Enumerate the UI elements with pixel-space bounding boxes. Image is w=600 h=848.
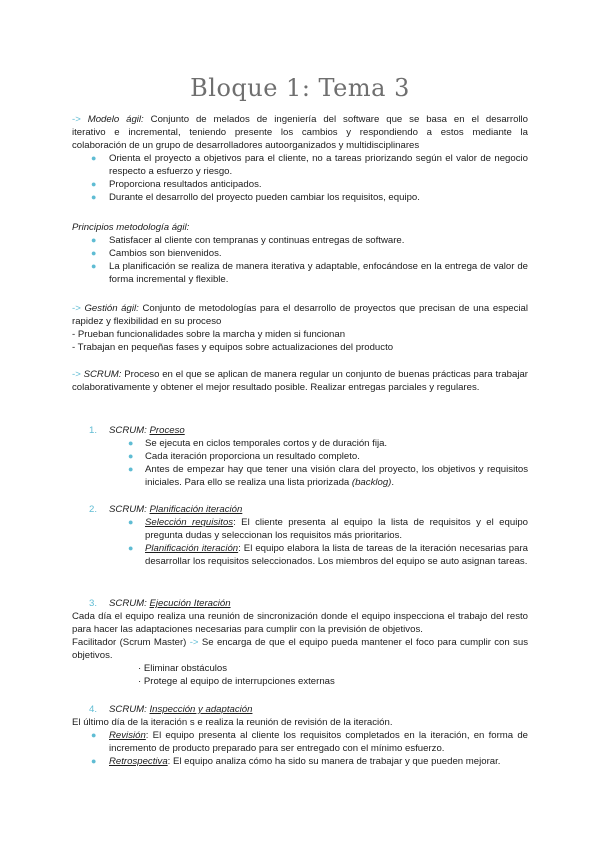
section-heading xyxy=(72,424,528,437)
modelo-agil-section xyxy=(72,113,528,204)
modelo-agil-text-1: Conjunto de melados de ingeniería del software que se basa en el desarrollo xyxy=(150,114,529,125)
sub-item: · Eliminar obstáculos xyxy=(138,663,228,674)
arrow-icon: -> xyxy=(72,114,81,125)
bullet-icon: ● xyxy=(91,756,97,766)
scrum-planificacion-section xyxy=(72,503,528,568)
backlog-term: (backlog) xyxy=(351,477,392,488)
list-item-text: La planificación se realiza de manera iterativa y adaptable, enfocándose en la entrega de valor de forma incremental y flexible. xyxy=(109,261,528,285)
list-item-text: Orienta el proyecto a objetivos para el cliente, no a tareas priorizando según el valor de negocio respecto a esfuerzo y riesgo. xyxy=(109,153,528,177)
section-number: 4. xyxy=(89,704,98,715)
modelo-agil-list xyxy=(72,152,528,204)
sub-item: · Protege al equipo de interrupciones externas xyxy=(138,676,335,687)
item-text: : El equipo analiza cómo ha sido su manera de trabajar y que pueden mejorar. xyxy=(167,756,501,767)
facilitador-desc: Se encarga de que el equipo pueda mantener el foco para cumplir con sus objetivos. xyxy=(72,637,528,661)
item-term: Revisión xyxy=(109,730,146,741)
gestion-dash-2: - Trabajan en pequeñas fases y equipos sobre actualizaciones del producto xyxy=(72,342,394,353)
bullet-icon: ● xyxy=(91,153,97,163)
facilitador-label: Facilitador (Scrum Master) xyxy=(72,637,187,648)
gestion-dash-1: - Prueban funcionalidades sobre la marcha y miden si funcionan xyxy=(72,329,346,340)
bullet-icon: ● xyxy=(91,730,97,740)
list-item-text: Cada iteración proporciona un resultado completo. xyxy=(145,451,360,462)
item-text: : El equipo elabora la lista de tareas de la iteración necesarias para desarrollar los requisitos seleccionados. Los miembros del equipo se auto asignan tareas. xyxy=(145,543,528,567)
inspeccion-list xyxy=(72,729,528,768)
gestion-agil-text: Conjunto de metodologías para el desarrollo de proyectos que precisan de una especial rapidez y flexibilidad en su proceso xyxy=(72,303,529,327)
section-prefix: SCRUM: xyxy=(109,504,147,515)
bullet-icon: ● xyxy=(128,464,134,474)
scrum-inspeccion-section xyxy=(72,703,528,768)
page-title: Bloque 1: Tema 3 xyxy=(190,74,410,102)
section-number: 2. xyxy=(89,504,98,515)
bullet-icon: ● xyxy=(91,261,97,271)
principios-section xyxy=(72,221,528,286)
list-item-text: Cambios son bienvenidos. xyxy=(109,248,222,259)
list-item-text: Antes de empezar hay que tener una visión clara del proyecto, los objetivos y requisitos iniciales. Para ello se realiza una lista priorizada xyxy=(145,464,528,488)
section-title: Inspección y adaptación xyxy=(149,704,253,715)
section-number: 1. xyxy=(89,425,98,436)
modelo-agil-line-1 xyxy=(72,113,528,126)
list-item xyxy=(72,463,528,489)
scrum-ejecucion-section xyxy=(72,597,528,688)
bullet-icon: ● xyxy=(91,248,97,258)
bullet-icon: ● xyxy=(128,438,134,448)
item-term: Planificación iteración xyxy=(145,543,239,554)
section-title: Ejecución Iteración xyxy=(149,598,231,609)
section-title: Planificación iteración xyxy=(149,504,243,515)
item-term: Selección requisitos xyxy=(145,517,234,528)
arrow-icon: -> xyxy=(72,369,81,380)
list-item-text: Se ejecuta en ciclos temporales cortos y de duración fija. xyxy=(145,438,388,449)
bullet-icon: ● xyxy=(128,543,134,553)
list-item xyxy=(72,729,528,755)
list-item-end: . xyxy=(391,477,395,488)
list-item xyxy=(72,152,528,178)
ejecucion-text: Cada día el equipo realiza una reunión de sincronización donde el equipo inspecciona el trabajo del resto para hacer las adaptaciones necesarias para cumplir con la previsión de objetivos. xyxy=(72,611,528,635)
list-item xyxy=(72,178,528,191)
bullet-icon: ● xyxy=(91,192,97,202)
planificacion-list xyxy=(72,516,528,568)
list-item-text: Satisfacer al cliente con tempranas y continuas entregas de software. xyxy=(109,235,405,246)
section-heading xyxy=(72,597,528,610)
item-text: : El equipo presenta al cliente los requisitos completados en la iteración, en forma de incremento de producto preparado para ser entregado con el mínimo esfuerzo. xyxy=(109,730,528,754)
list-item xyxy=(72,437,528,450)
item-term: Retrospectiva xyxy=(109,756,168,767)
section-prefix: SCRUM: xyxy=(109,598,147,609)
principios-heading: Principios metodología ágil: xyxy=(72,222,190,233)
section-heading xyxy=(72,503,528,516)
bullet-icon: ● xyxy=(91,235,97,245)
item-text: : El cliente presenta al equipo la lista de requisitos y el equipo pregunta dudas y seleccionan los requisitos más prioritarios. xyxy=(145,517,528,541)
list-item xyxy=(72,234,528,247)
list-item xyxy=(72,450,528,463)
list-item xyxy=(72,247,528,260)
scrum-term: SCRUM: xyxy=(83,369,122,380)
arrow-icon: -> xyxy=(72,303,81,314)
bullet-icon: ● xyxy=(128,517,134,527)
bullet-icon: ● xyxy=(128,451,134,461)
scrum-proceso-section xyxy=(72,424,528,489)
section-prefix: SCRUM: xyxy=(109,425,147,436)
list-item xyxy=(72,755,528,768)
modelo-agil-term: Modelo ágil: xyxy=(87,114,144,125)
section-prefix: SCRUM: xyxy=(109,704,147,715)
arrow-icon: -> xyxy=(189,637,199,648)
inspeccion-text: El último día de la iteración s e realiza la reunión de revisión de la iteración. xyxy=(72,717,393,728)
facilitador-text xyxy=(72,636,528,662)
section-heading xyxy=(72,703,528,716)
bullet-icon: ● xyxy=(91,179,97,189)
list-item xyxy=(72,260,528,286)
scrum-section xyxy=(72,368,528,394)
list-item xyxy=(72,191,528,204)
modelo-agil-text-3: colaboración de un grupo de desarrolladores autoorganizados y multidisciplinares xyxy=(72,140,420,151)
section-title: Proceso xyxy=(149,425,185,436)
section-number: 3. xyxy=(89,598,98,609)
scrum-paragraph xyxy=(72,368,528,394)
list-item xyxy=(72,516,528,542)
principios-list xyxy=(72,234,528,286)
gestion-agil-section xyxy=(72,302,528,354)
gestion-agil-term: Gestión ágil: xyxy=(84,303,139,314)
list-item-text: Proporciona resultados anticipados. xyxy=(109,179,262,190)
proceso-list xyxy=(72,437,528,489)
gestion-agil-paragraph xyxy=(72,302,528,328)
modelo-agil-text-2: iterativo e incremental, teniendo presente los cambios y respondiendo a estos mediante la xyxy=(72,127,528,138)
list-item xyxy=(72,542,528,568)
list-item-text: Durante el desarrollo del proyecto pueden cambiar los requisitos, equipo. xyxy=(109,192,420,203)
scrum-text: Proceso en el que se aplican de manera regular un conjunto de buenas prácticas para trabajar colaborativamente y obtener el mejor resultado posible. Realizar entregas parciales y regulares. xyxy=(72,369,528,393)
